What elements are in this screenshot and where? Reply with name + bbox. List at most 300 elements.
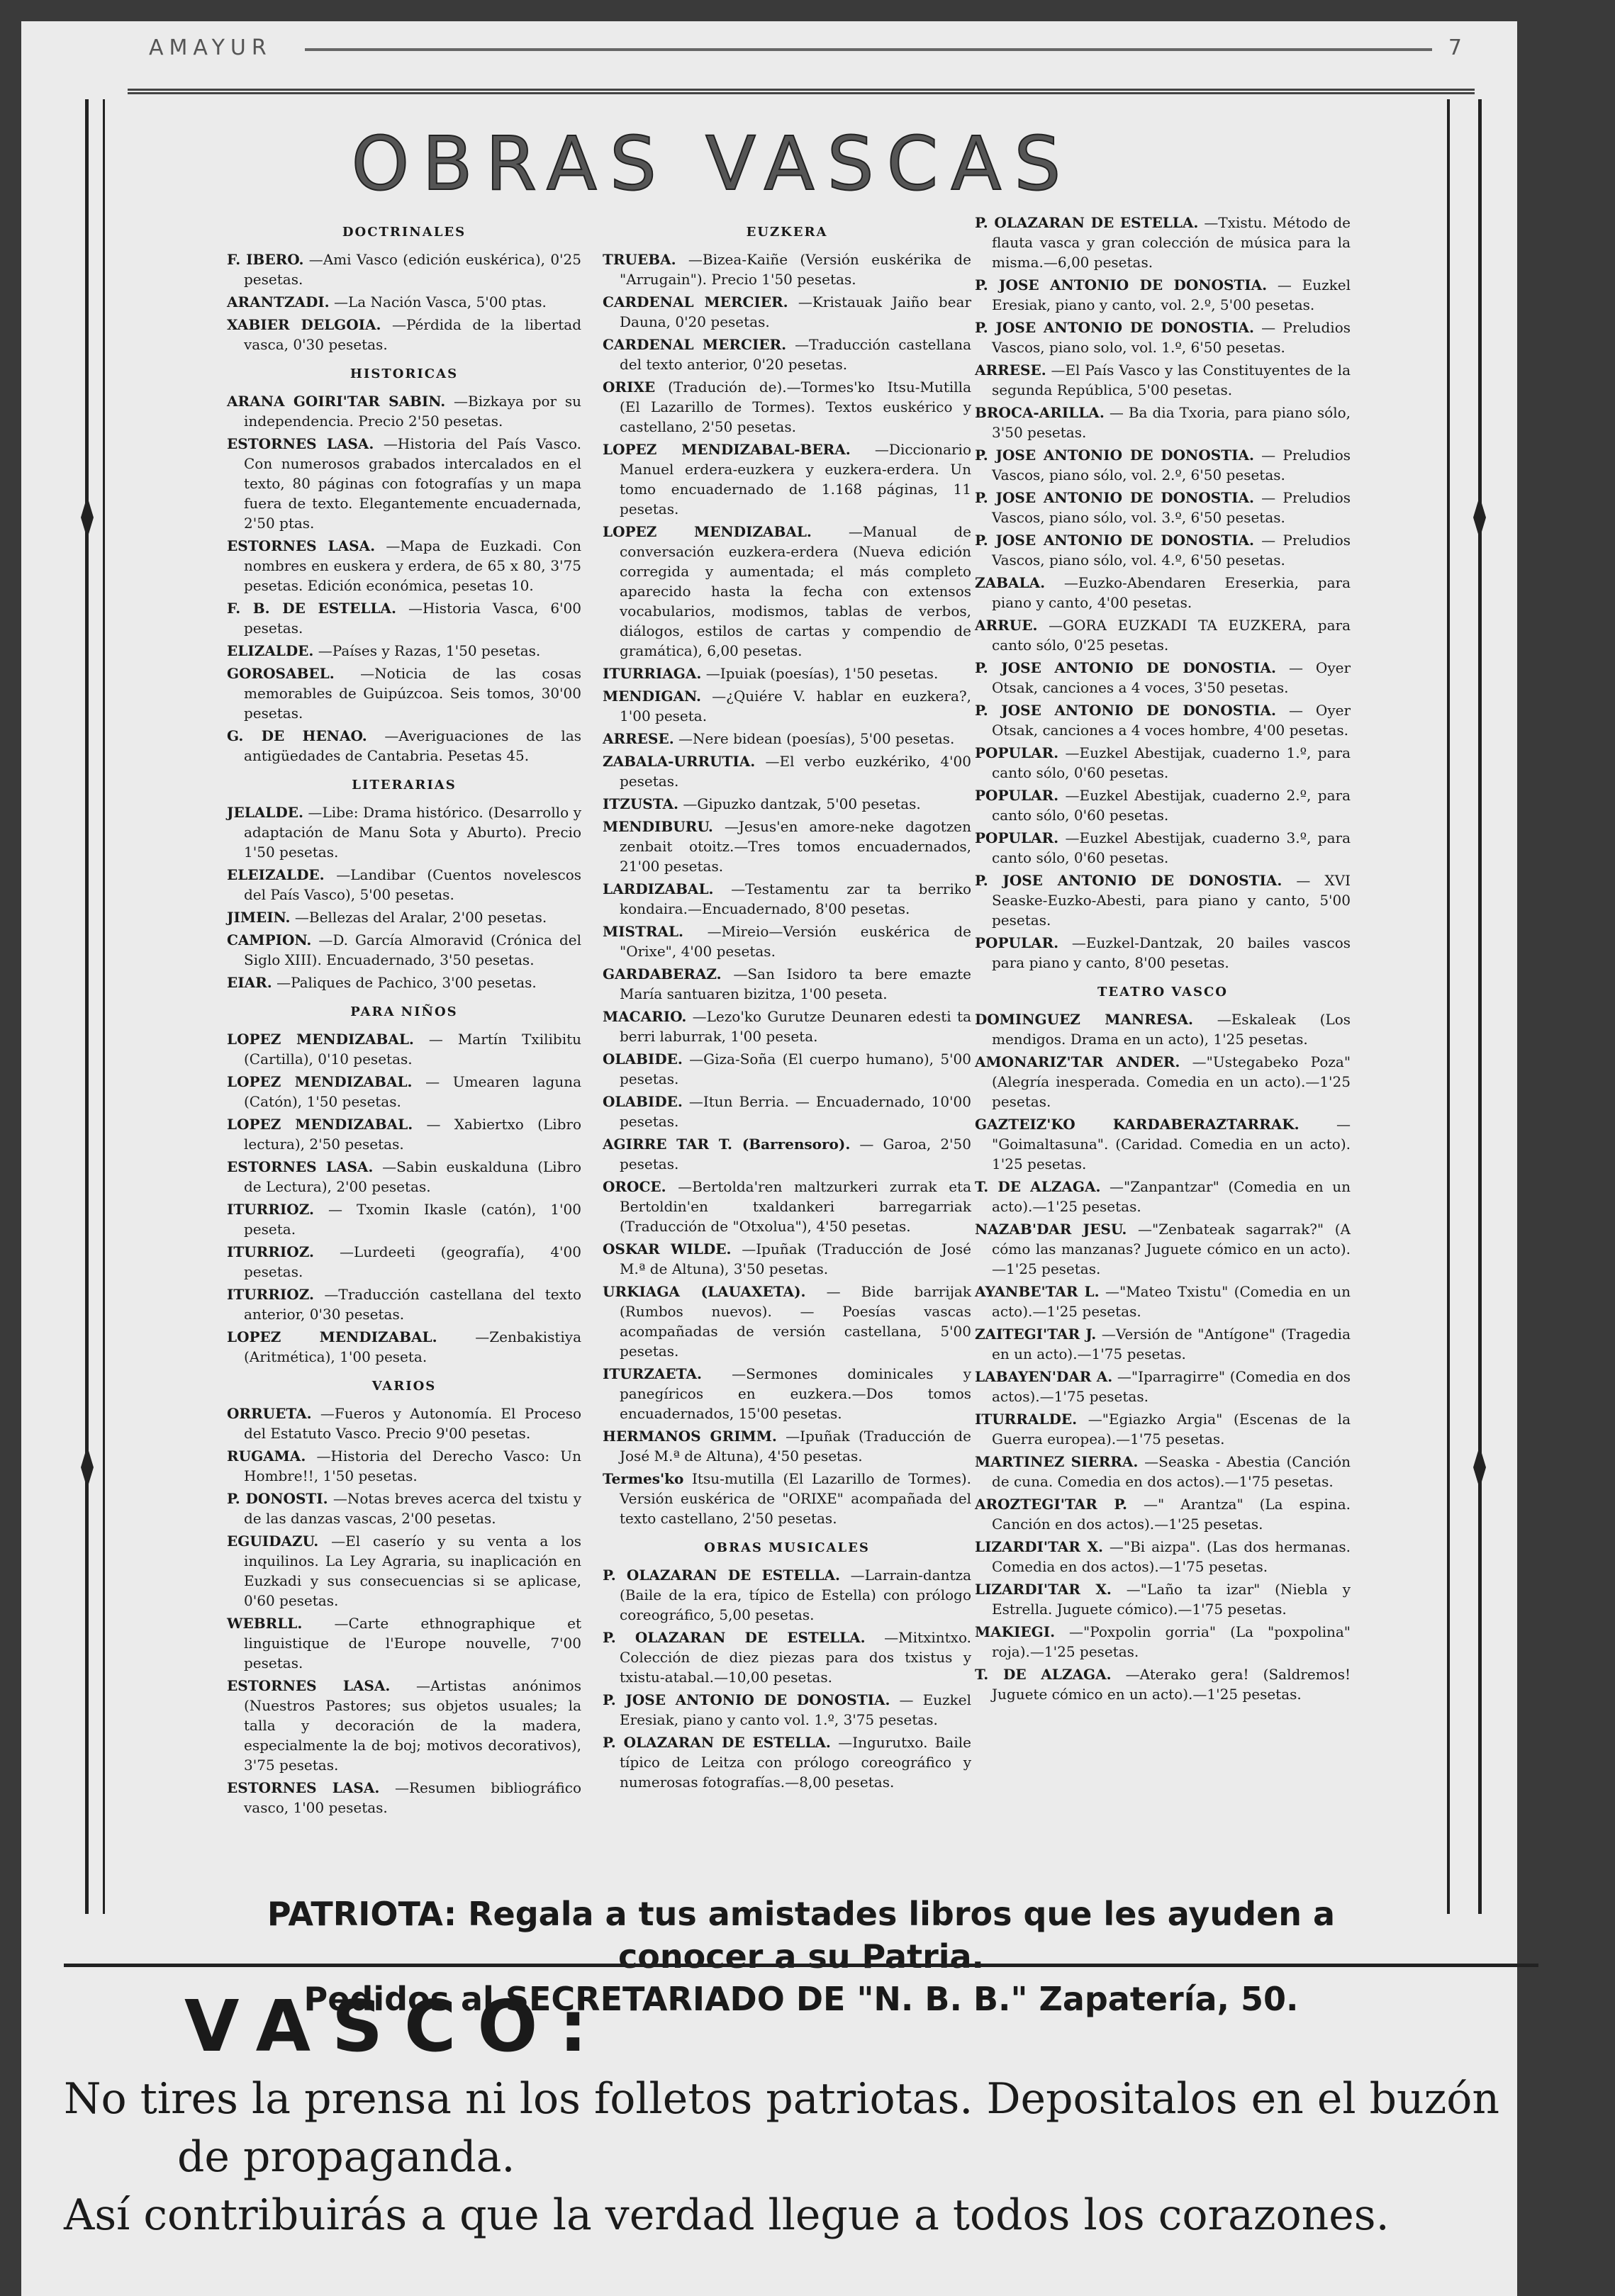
section-heading: HISTORICAS — [350, 366, 459, 381]
entry-text: —Países y Razas, 1'50 pesetas. — [318, 642, 541, 659]
catalog-entry — [603, 439, 971, 519]
catalog-entry — [975, 1452, 1351, 1491]
catalog-entry — [227, 292, 581, 312]
entry-author: ARRUE. — [975, 617, 1038, 634]
catalog-entry — [227, 663, 581, 723]
promo-line-1: PATRIOTA: Regala a tus amistades libros que les ayuden a conocer a su Patria. — [267, 1895, 1336, 1976]
entry-text: — Preludios Vascos, piano sólo, vol. 2.º, 6'50 pesetas. — [992, 447, 1351, 483]
catalog-entry — [975, 403, 1351, 442]
catalog-entry — [603, 1469, 971, 1528]
page-title: OBRAS VASCAS — [351, 121, 1074, 207]
entry-author: P. JOSE ANTONIO DE DONOSTIA. — [975, 276, 1268, 293]
entry-author: MENDIBURU. — [603, 818, 713, 835]
column-3 — [975, 213, 1351, 1707]
message-block — [64, 2070, 1553, 2244]
entry-text: —¿Quiére V. hablar en euzkera?, 1'00 peseta. — [620, 688, 972, 724]
entry-author: P. JOSE ANTONIO DE DONOSTIA. — [975, 872, 1282, 889]
entry-author: P. JOSE ANTONIO DE DONOSTIA. — [603, 1691, 890, 1708]
entry-author: DOMINGUEZ MANRESA. — [975, 1011, 1193, 1028]
catalog-entry — [603, 1732, 971, 1792]
catalog-entry — [227, 1446, 581, 1486]
frame-inner-left-rule — [103, 99, 105, 1914]
entry-text: —Txistu. Método de flauta vasca y gran colección de música para la misma.—6,00 pesetas. — [992, 214, 1351, 271]
catalog-entry — [227, 1242, 581, 1282]
catalog-entry — [603, 1690, 971, 1730]
entry-text: —Euzkel-Dantzak, 20 bailes vascos para piano y canto, 8'00 pesetas. — [992, 934, 1351, 971]
entry-author: F. B. DE ESTELLA. — [227, 600, 396, 617]
catalog-entry — [227, 1284, 581, 1324]
entry-text: —GORA EUZKADI TA EUZKERA, para canto sólo, 0'25 pesetas. — [992, 617, 1351, 654]
catalog-entry — [975, 1622, 1351, 1662]
catalog-entry — [227, 802, 581, 862]
entry-author: WEBRLL. — [227, 1615, 303, 1632]
entry-author: ESTORNES LASA. — [227, 435, 374, 452]
page-number: 7 — [1448, 35, 1468, 60]
message-line-2: de propaganda. — [177, 2132, 515, 2182]
entry-text: —Eskaleak (Los mendigos. Drama en un acto), 1'25 pesetas. — [992, 1011, 1351, 1048]
entry-author: CARDENAL MERCIER. — [603, 293, 788, 310]
entry-author: EIAR. — [227, 974, 272, 991]
entry-author: OSKAR WILDE. — [603, 1241, 732, 1258]
catalog-entry — [975, 1664, 1351, 1704]
catalog-entry — [603, 1049, 971, 1089]
entry-author: HERMANOS GRIMM. — [603, 1428, 777, 1445]
catalog-entry — [603, 1282, 971, 1361]
catalog-entry — [227, 1199, 581, 1239]
entry-author: ITURZAETA. — [603, 1365, 702, 1382]
entry-text: —Carte ethnographique et linguistique de l'Europe nouvelle, 7'00 pesetas. — [244, 1615, 582, 1671]
catalog-entry — [227, 250, 581, 289]
entry-text: —"Zanpantzar" (Comedia en un acto).—1'25 pesetas. — [992, 1178, 1351, 1215]
catalog-entry — [975, 743, 1351, 783]
catalog-entry — [975, 615, 1351, 655]
entry-author: EGUIDAZU. — [227, 1533, 319, 1550]
catalog-entry — [227, 973, 581, 992]
message-line-3: Así contribuirás a que la verdad llegue a todos los corazones. — [64, 2190, 1390, 2240]
entry-text: —Lurdeeti (geografía), 4'00 pesetas. — [244, 1243, 582, 1280]
entry-author: P. DONOSTI. — [227, 1490, 328, 1507]
catalog-entry — [227, 930, 581, 970]
entry-author: POPULAR. — [975, 829, 1059, 846]
catalog-entry — [975, 1114, 1351, 1174]
catalog-entry — [227, 1072, 581, 1111]
entry-text: —La Nación Vasca, 5'00 ptas. — [333, 293, 547, 310]
entry-text: —Aterako gera! (Saldremos! Juguete cómico en un acto).—1'25 pesetas. — [992, 1666, 1351, 1703]
entry-text: —"Egiazko Argia" (Escenas de la Guerra europea).—1'75 pesetas. — [992, 1411, 1351, 1447]
entry-author: JIMEIN. — [227, 909, 291, 926]
entry-text: —El País Vasco y las Constituyentes de la segunda República, 5'00 pesetas. — [992, 362, 1351, 398]
entry-author: LOPEZ MENDIZABAL. — [227, 1328, 437, 1345]
entry-text: — Xabiertxo (Libro lectura), 2'50 pesetas. — [244, 1116, 581, 1153]
entry-author: AYANBE'TAR L. — [975, 1283, 1100, 1300]
entry-author: ESTORNES LASA. — [227, 537, 376, 554]
entry-author: ITURRIOZ. — [227, 1201, 314, 1218]
entry-text: —Landibar (Cuentos novelescos del País Vasco), 5'00 pesetas. — [244, 866, 581, 903]
entry-author: AGIRRE TAR T. (Barrensoro). — [603, 1136, 851, 1153]
catalog-entry — [975, 1282, 1351, 1321]
entry-text: — XVI Seaske-Euzko-Abesti, para piano y canto, 5'00 pesetas. — [992, 872, 1351, 929]
catalog-entry — [975, 445, 1351, 485]
entry-author: G. DE HENAO. — [227, 727, 367, 744]
catalog-entry — [975, 1579, 1351, 1619]
entry-author: ARANTZADI. — [227, 293, 330, 310]
entry-text: —Manual de conversación euzkera-erdera (Nueva edición corregida y aumentada; el más completo aparecido hasta la fecha con extensos vocabularios, modismos, tablas de verbos, diálogos, estilos de cartas y compendio de gramática), 6,00 pesetas. — [620, 523, 972, 659]
entry-text: —"Zenbateak sagarrak?" (A cómo las manzanas? Juguete cómico en un acto).—1'25 pesetas. — [992, 1221, 1351, 1277]
catalog-entry — [975, 530, 1351, 570]
entry-text: —Noticia de las cosas memorables de Guipúzcoa. Seis tomos, 30'00 pesetas. — [244, 665, 582, 722]
entry-text: —Bellezas del Aralar, 2'00 pesetas. — [294, 909, 547, 926]
entry-text: —Jesus'en amore-neke dagotzen zenbait otoitz.—Tres tomos encuadernados, 21'00 pesetas. — [620, 818, 971, 875]
header-rule — [305, 48, 1432, 51]
entry-text: —Euzkel Abestijak, cuaderno 2.º, para canto sólo, 0'60 pesetas. — [992, 787, 1351, 824]
entry-text: —Ami Vasco (edición euskérica), 0'25 pesetas. — [244, 251, 581, 288]
entry-text: —Sabin euskalduna (Libro de Lectura), 2'00 pesetas. — [244, 1158, 581, 1195]
magazine-name: AMAYUR — [149, 35, 272, 60]
entry-author: LARDIZABAL. — [603, 880, 714, 897]
entry-text: — Preludios Vascos, piano sólo, vol. 3.º, 6'50 pesetas. — [992, 489, 1351, 526]
entry-text: —El caserío y su venta a los inquilinos. La Ley Agraria, su inaplicación en Euzkadi y sus consecuencias si se aplicase, 0'60 pesetas. — [244, 1533, 581, 1609]
catalog-entry — [227, 315, 581, 354]
diamond-ornament — [81, 496, 94, 539]
catalog-entry — [227, 1327, 581, 1367]
entry-author: ITURRIOZ. — [227, 1286, 314, 1303]
entry-text: —Nere bidean (poesías), 5'00 pesetas. — [678, 730, 955, 747]
entry-text: — "Goimaltasuna". (Caridad. Comedia en un acto). 1'25 pesetas. — [992, 1116, 1351, 1172]
entry-author: AROZTEGI'TAR P. — [975, 1496, 1128, 1513]
catalog-entry — [603, 964, 971, 1004]
catalog-entry — [227, 1531, 581, 1611]
entry-author: AMONARIZ'TAR ANDER. — [975, 1053, 1180, 1070]
entry-text: —Euzkel Abestijak, cuaderno 3.º, para canto sólo, 0'60 pesetas. — [992, 829, 1351, 866]
entry-text: — Bide barrijak (Rumbos nuevos). — Poesías vascas acompañadas de versión castellana, 5'00 pesetas. — [620, 1283, 971, 1360]
entry-author: LOPEZ MENDIZABAL. — [603, 523, 812, 540]
entry-author: LOPEZ MENDIZABAL. — [227, 1116, 413, 1133]
entry-author: ITURRIAGA. — [603, 665, 702, 682]
entry-author: OLABIDE. — [603, 1051, 683, 1068]
catalog-entry — [603, 1134, 971, 1174]
entry-text: —Mapa de Euzkadi. Con nombres en euskera y erdera, de 65 x 80, 3'75 pesetas. Edición económica, pesetas 10. — [244, 537, 581, 594]
entry-author: F. IBERO. — [227, 251, 304, 268]
top-double-rule — [128, 89, 1475, 94]
entry-text: —Gipuzko dantzak, 5'00 pesetas. — [683, 795, 921, 812]
entry-author: P. JOSE ANTONIO DE DONOSTIA. — [975, 447, 1254, 464]
catalog-entry — [975, 1009, 1351, 1049]
entry-author: LIZARDI'TAR X. — [975, 1581, 1112, 1598]
catalog-entry — [227, 536, 581, 595]
section-heading: PARA NIÑOS — [350, 1004, 458, 1019]
entry-text: —"Iparragirre" (Comedia en dos actos).—1'75 pesetas. — [992, 1368, 1351, 1405]
entry-text: — Umearen laguna (Catón), 1'50 pesetas. — [244, 1073, 581, 1110]
catalog-entry — [603, 1007, 971, 1046]
entry-author: P. OLAZARAN DE ESTELLA. — [603, 1734, 831, 1751]
promo-line-2: Pedidos al SECRETARIADO DE "N. B. B." Zapatería, 50. — [303, 1980, 1299, 2018]
catalog-entry — [227, 1778, 581, 1818]
catalog-entry — [603, 377, 971, 437]
entry-text: —"Bi aizpa". (Las dos hermanas. Comedia en dos actos).—1'75 pesetas. — [992, 1538, 1351, 1575]
entry-text: — Preludios Vascos, piano solo, vol. 1.º, 6'50 pesetas. — [992, 319, 1351, 356]
catalog-entry — [975, 933, 1351, 973]
message-line-1: No tires la prensa ni los folletos patriotas. Depositalos en el buzón — [64, 2074, 1500, 2124]
catalog-entry — [975, 213, 1351, 272]
entry-text: — Txomin Ikasle (catón), 1'00 peseta. — [244, 1201, 582, 1238]
entry-author: TRUEBA. — [603, 251, 676, 268]
catalog-entry — [975, 1324, 1351, 1364]
entry-author: ARRESE. — [603, 730, 674, 747]
entry-text: —Sermones dominicales y panegíricos en euzkera.—Dos tomos encuadernados, 15'00 pesetas. — [620, 1365, 972, 1422]
catalog-entry — [603, 292, 971, 332]
entry-text: —"Laño ta izar" (Niebla y Estrella. Juguete cómico).—1'75 pesetas. — [992, 1581, 1351, 1618]
entry-author: RUGAMA. — [227, 1447, 306, 1465]
entry-author: NAZAB'DAR JESU. — [975, 1221, 1127, 1238]
frame-inner-right-rule — [1447, 99, 1450, 1914]
entry-text: — Euzkel Eresiak, piano y canto vol. 1.º, 3'75 pesetas. — [620, 1691, 971, 1728]
catalog-entry — [227, 1114, 581, 1154]
entry-author: LOPEZ MENDIZABAL. — [227, 1031, 414, 1048]
section-heading: LITERARIAS — [352, 778, 457, 793]
entry-text: —Diccionario Manuel erdera-euzkera y euzkera-erdera. Un tomo encuadernado de 1.168 páginas, 11 pesetas. — [620, 441, 971, 517]
entry-author: ARANA GOIRI'TAR SABIN. — [227, 393, 446, 410]
catalog-entry — [603, 522, 971, 661]
catalog-entry — [975, 488, 1351, 527]
column-2 — [603, 213, 971, 1795]
entry-author: P. JOSE ANTONIO DE DONOSTIA. — [975, 532, 1254, 549]
running-header — [71, 35, 1489, 64]
catalog-entry — [227, 1613, 581, 1673]
catalog-entry — [227, 1404, 581, 1443]
entry-text: —Historia Vasca, 6'00 pesetas. — [244, 600, 581, 637]
catalog-entry — [975, 360, 1351, 400]
entry-author: ZABALA. — [975, 574, 1046, 591]
entry-text: —El verbo euzkériko, 4'00 pesetas. — [620, 753, 972, 790]
entry-author: LIZARDI'TAR X. — [975, 1538, 1103, 1555]
catalog-entry — [975, 828, 1351, 868]
entry-text: —Historia del País Vasco. Con numerosos grabados intercalados en el texto, 80 páginas con fotografías y un mapa fuera de texto. Elegantemente encuadernada, 2'50 ptas. — [244, 435, 581, 532]
diamond-ornament — [1473, 496, 1486, 539]
entry-author: POPULAR. — [975, 934, 1059, 951]
entry-text: —San Isidoro ta bere emazte María santuaren bizitza, 1'00 peseta. — [620, 965, 972, 1002]
entry-author: P. JOSE ANTONIO DE DONOSTIA. — [975, 702, 1276, 719]
entry-author: MACARIO. — [603, 1008, 687, 1025]
catalog-entry — [603, 1364, 971, 1423]
entry-author: MENDIGAN. — [603, 688, 701, 705]
entry-author: ZABALA-URRUTIA. — [603, 753, 756, 770]
entry-author: T. DE ALZAGA. — [975, 1666, 1112, 1683]
catalog-entry — [603, 817, 971, 876]
entry-text: — Oyer Otsak, canciones a 4 voces hombre, 4'00 pesetas. — [992, 702, 1351, 739]
entry-text: —"Mateo Txistu" (Comedia en un acto).—1'25 pesetas. — [992, 1283, 1351, 1320]
entry-text: —Giza-Soña (El cuerpo humano), 5'00 pesetas. — [620, 1051, 972, 1087]
catalog-entry — [603, 879, 971, 919]
catalog-entry — [227, 907, 581, 927]
catalog-entry — [603, 686, 971, 726]
entry-text: —Euzkel Abestijak, cuaderno 1.º, para canto sólo, 0'60 pesetas. — [992, 744, 1351, 781]
entry-text: —Ipuñak (Traducción de José M.ª de Altuna), 3'50 pesetas. — [620, 1241, 971, 1277]
entry-text: —Seaska - Abestia (Canción de cuna. Comedia en dos actos).—1'75 pesetas. — [992, 1453, 1351, 1490]
catalog-entry — [975, 318, 1351, 357]
entry-text: — Oyer Otsak, canciones a 4 voces, 3'50 pesetas. — [992, 659, 1351, 696]
catalog-entry — [975, 1494, 1351, 1534]
catalog-entry — [603, 335, 971, 374]
catalog-entry — [975, 1177, 1351, 1216]
entry-author: ITZUSTA. — [603, 795, 678, 812]
entry-author: ELEIZALDE. — [227, 866, 325, 883]
entry-text: —Bizkaya por su independencia. Precio 2'50 pesetas. — [244, 393, 581, 430]
entry-text: —Ingurutxo. Baile típico de Leitza con prólogo coreográfico y numerosas fotografías.—8,00 pesetas. — [620, 1734, 971, 1791]
entry-author: ITURRIOZ. — [227, 1243, 314, 1260]
entry-author: MARTINEZ SIERRA. — [975, 1453, 1139, 1470]
catalog-entry — [975, 1537, 1351, 1577]
entry-author: MISTRAL. — [603, 923, 683, 940]
catalog-entry — [227, 598, 581, 638]
entry-text: —Versión de "Antígone" (Tragedia en un acto).—1'75 pesetas. — [992, 1326, 1351, 1362]
entry-text: —Resumen bibliográfico vasco, 1'00 pesetas. — [244, 1779, 581, 1816]
catalog-entry — [975, 1052, 1351, 1111]
section-heading: VARIOS — [371, 1379, 437, 1394]
entry-author: GAZTEIZ'KO KARDABERAZTARRAK. — [975, 1116, 1300, 1133]
catalog-entry — [603, 250, 971, 289]
column-1 — [227, 213, 581, 1820]
vasco-heading: VASCO: — [184, 1985, 609, 2068]
catalog-entry — [603, 1565, 971, 1625]
entry-text: Itsu-mutilla (El Lazarillo de Tormes). Versión euskérica de "ORIXE" acompañada del texto castellano, 2'50 pesetas. — [620, 1470, 971, 1527]
entry-text: —"Poxpolin gorria" (La "poxpolina" roja).—1'25 pesetas. — [992, 1623, 1351, 1660]
catalog-entry — [975, 1367, 1351, 1406]
entry-text: —Ipuñak (Traducción de José M.ª de Altuna), 4'50 pesetas. — [620, 1428, 972, 1465]
entry-author: MAKIEGI. — [975, 1623, 1056, 1640]
entry-author: Termes'ko — [603, 1470, 684, 1487]
entry-text: —Fueros y Autonomía. El Proceso del Estatuto Vasco. Precio 9'00 pesetas. — [244, 1405, 581, 1442]
entry-author: ESTORNES LASA. — [227, 1677, 391, 1694]
diamond-ornament — [81, 1446, 94, 1489]
entry-text: —Traducción castellana del texto anterior, 0'20 pesetas. — [620, 336, 971, 373]
entry-text: —Mireio—Versión euskérica de "Orixe", 4'00 pesetas. — [620, 923, 971, 960]
catalog-entry — [975, 1409, 1351, 1449]
catalog-entry — [227, 434, 581, 533]
entry-author: BROCA-ARILLA. — [975, 404, 1105, 421]
catalog-entry — [227, 1157, 581, 1197]
diamond-ornament — [1473, 1446, 1486, 1489]
entry-author: T. DE ALZAGA. — [975, 1178, 1101, 1195]
catalog-entry — [603, 922, 971, 961]
entry-text: —Notas breves acerca del txistu y de las danzas vascas, 2'00 pesetas. — [244, 1490, 582, 1527]
section-heading: TEATRO VASCO — [1097, 985, 1228, 999]
catalog-entry — [603, 729, 971, 749]
entry-text: —Historia del Derecho Vasco: Un Hombre!!, 1'50 pesetas. — [244, 1447, 582, 1484]
section-heading: DOCTRINALES — [342, 225, 466, 240]
entry-text: —Kristauak Jaiño bear Dauna, 0'20 pesetas. — [620, 293, 972, 330]
entry-text: —Larrain-dantza (Baile de la era, típico de Estella) con prólogo coreográfico, 5,00 pesetas. — [620, 1567, 971, 1623]
entry-text: —Artistas anónimos (Nuestros Pastores; sus objetos usuales; la talla y decoración de la madera, especialmente la de boj; motivos decorativos), 3'75 pesetas. — [244, 1677, 581, 1774]
catalog-entry — [975, 275, 1351, 315]
entry-text: — Garoa, 2'50 pesetas. — [620, 1136, 972, 1172]
entry-text: —Itun Berria. — Encuadernado, 10'00 pesetas. — [620, 1093, 971, 1130]
entry-author: URKIAGA (LAUAXETA). — [603, 1283, 806, 1300]
entry-text: —Zenbakistiya (Aritmética), 1'00 peseta. — [244, 1328, 581, 1365]
catalog-entry — [227, 865, 581, 905]
entry-text: —Averiguaciones de las antigüedades de Cantabria. Pesetas 45. — [244, 727, 582, 764]
entry-author: CARDENAL MERCIER. — [603, 336, 787, 353]
entry-text: —D. García Almoravid (Crónica del Siglo XIII). Encuadernado, 3'50 pesetas. — [244, 931, 581, 968]
catalog-entry — [603, 1628, 971, 1687]
entry-author: ARRESE. — [975, 362, 1046, 379]
entry-author: P. OLAZARAN DE ESTELLA. — [603, 1567, 840, 1584]
magazine-page — [21, 21, 1517, 2296]
entry-text: —Ipuiak (poesías), 1'50 pesetas. — [705, 665, 939, 682]
entry-author: P. OLAZARAN DE ESTELLA. — [975, 214, 1199, 231]
entry-text: —Pérdida de la libertad vasca, 0'30 pesetas. — [244, 316, 582, 353]
entry-text: — Ba dia Txoria, para piano sólo, 3'50 pesetas. — [992, 404, 1351, 441]
section-heading: EUZKERA — [746, 225, 828, 240]
entry-author: GARDABERAZ. — [603, 965, 722, 982]
entry-text: —Lezo'ko Gurutze Deunaren edesti ta berri laburrak, 1'00 peseta. — [620, 1008, 971, 1045]
catalog-entry — [603, 794, 971, 814]
entry-author: ESTORNES LASA. — [227, 1158, 374, 1175]
entry-author: LOPEZ MENDIZABAL-BERA. — [603, 441, 851, 458]
entry-author: CAMPION. — [227, 931, 312, 948]
entry-author: ORRUETA. — [227, 1405, 312, 1422]
entry-author: LOPEZ MENDIZABAL. — [227, 1073, 413, 1090]
entry-author: P. JOSE ANTONIO DE DONOSTIA. — [975, 319, 1254, 336]
entry-text: —Mitxintxo. Colección de diez piezas para dos txistus y txistu-atabal.—10,00 pesetas. — [620, 1629, 971, 1686]
entry-text: —Euzko-Abendaren Ereserkia, para piano y canto, 4'00 pesetas. — [992, 574, 1351, 611]
catalog-entry — [603, 1177, 971, 1236]
entry-author: P. OLAZARAN DE ESTELLA. — [603, 1629, 866, 1646]
entry-author: OROCE. — [603, 1178, 666, 1195]
entry-author: ZAITEGI'TAR J. — [975, 1326, 1097, 1343]
entry-text: —Bertolda'ren maltzurkeri zurrak eta Bertoldin'en txaldankeri barregarriak (Traducción de "Otxolua"), 4'50 pesetas. — [620, 1178, 971, 1235]
entry-text: — Martín Txilibitu (Cartilla), 0'10 pesetas. — [244, 1031, 582, 1068]
catalog-entry — [975, 573, 1351, 612]
entry-text: —Testamentu zar ta berriko kondaira.—Encuadernado, 8'00 pesetas. — [620, 880, 971, 917]
entry-text: —Paliques de Pachico, 3'00 pesetas. — [276, 974, 537, 991]
catalog-entry — [227, 641, 581, 661]
entry-text: —Libe: Drama histórico. (Desarrollo y adaptación de Manu Sota y Aburto). Precio 1'50 pesetas. — [244, 804, 581, 861]
entry-author: ORIXE — [603, 379, 656, 396]
entry-text: —" Arantza" (La espina. Canción en dos actos).—1'25 pesetas. — [992, 1496, 1351, 1533]
catalog-entry — [975, 785, 1351, 825]
entry-text: — Preludios Vascos, piano sólo, vol. 4.º, 6'50 pesetas. — [992, 532, 1351, 569]
catalog-entry — [603, 1239, 971, 1279]
catalog-entry — [975, 700, 1351, 740]
catalog-entry — [975, 658, 1351, 698]
catalog-entry — [227, 1489, 581, 1528]
entry-text: —"Ustegabeko Poza" (Alegría inesperada. Comedia en un acto).—1'25 pesetas. — [992, 1053, 1351, 1110]
entry-author: GOROSABEL. — [227, 665, 335, 682]
catalog-entry — [603, 1426, 971, 1466]
catalog-entry — [975, 1219, 1351, 1279]
entry-author: POPULAR. — [975, 787, 1059, 804]
entry-text: — Euzkel Eresiak, piano y canto, vol. 2.º, 5'00 pesetas. — [992, 276, 1351, 313]
catalog-entry — [227, 1676, 581, 1775]
entry-author: OLABIDE. — [603, 1093, 683, 1110]
entry-author: P. JOSE ANTONIO DE DONOSTIA. — [975, 659, 1276, 676]
catalog-entry — [603, 1092, 971, 1131]
entry-author: LABAYEN'DAR A. — [975, 1368, 1113, 1385]
catalog-entry — [227, 1029, 581, 1069]
entry-author: POPULAR. — [975, 744, 1059, 761]
entry-author: ELIZALDE. — [227, 642, 314, 659]
entry-text: —Traducción castellana del texto anterior, 0'30 pesetas. — [244, 1286, 581, 1323]
catalog-entry — [603, 663, 971, 683]
bottom-rule — [64, 1964, 1538, 1967]
entry-author: P. JOSE ANTONIO DE DONOSTIA. — [975, 489, 1254, 506]
entry-text: —Bizea-Kaiñe (Versión euskérika de "Arrugain"). Precio 1'50 pesetas. — [620, 251, 972, 288]
catalog-entry — [975, 870, 1351, 930]
catalog-entry — [227, 726, 581, 766]
entry-author: XABIER DELGOIA. — [227, 316, 381, 333]
entry-author: ITURRALDE. — [975, 1411, 1078, 1428]
section-heading: OBRAS MUSICALES — [704, 1540, 870, 1555]
